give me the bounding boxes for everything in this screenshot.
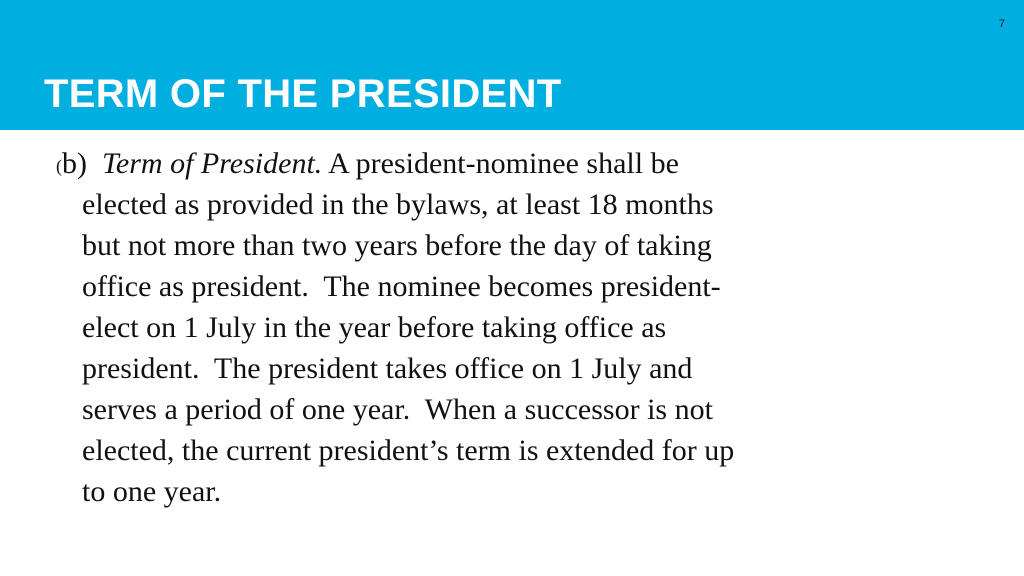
- paragraph-line: office as president. The nominee becomes president-: [82, 270, 721, 303]
- paragraph-first-line: [56, 143, 942, 184]
- term-heading: Term of President.: [102, 147, 323, 180]
- paragraph-line: elected as provided in the bylaws, at least 18 months: [82, 188, 714, 221]
- title-banner: [0, 0, 1024, 130]
- paragraph-line: to one year.: [82, 475, 222, 508]
- paragraph-line: elected, the current president’s term is extended for up: [82, 434, 735, 467]
- paragraph-line: elect on 1 July in the year before taking office as: [82, 311, 667, 344]
- clause-label: b): [62, 147, 87, 180]
- first-line-text: A president-nominee shall be: [322, 147, 679, 180]
- paragraph-line: president. The president takes office on 1 July and: [82, 352, 693, 385]
- clause-bracket: (: [56, 156, 62, 176]
- clause-marker: [56, 143, 87, 187]
- paragraph-line: serves a period of one year. When a successor is not: [82, 393, 713, 426]
- slide-number: 7: [998, 18, 1005, 30]
- paragraph-line: but not more than two years before the day of taking: [82, 229, 712, 262]
- bylaw-paragraph: [56, 143, 942, 512]
- slide-title: TERM OF THE PRESIDENT: [44, 72, 562, 116]
